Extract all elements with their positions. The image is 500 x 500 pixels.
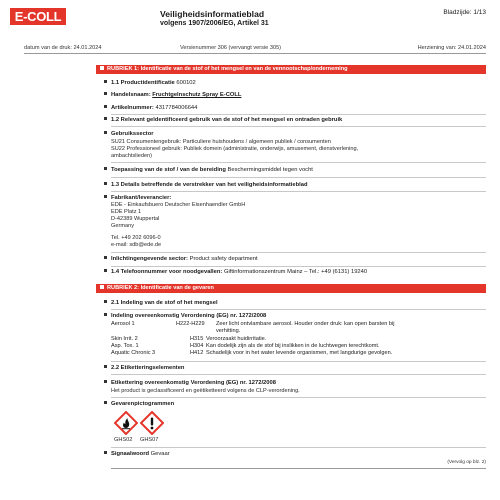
flame-icon (114, 411, 138, 435)
bullet-icon (104, 256, 107, 259)
labeling-label-text: Etikettering overeenkomstig Verordening (EG) nr. 1272/2008 (111, 380, 276, 386)
trade-name: Fruchtgelnschutz Spray E-COLL (152, 92, 242, 98)
hazard-category: Skin Irrit. 2 (111, 336, 138, 342)
heading-1-4-text: 1.4 Telefoonnummer voor noodgevallen: (111, 269, 223, 275)
usage-su22: SU22 Professioneel gebruik: Publiek domein (administratie, onderwijs, amusement, dienstverlening, (111, 146, 359, 152)
application-label: Toepassing van de stof / van de bereiding (111, 167, 226, 173)
divider (111, 309, 486, 310)
page-number: Bladzijde: 1/13 (443, 9, 486, 16)
document-subtitle: volgens 1907/2006/EG, Artikel 31 (160, 20, 269, 27)
bullet-icon (104, 380, 107, 383)
section-2-header (96, 284, 486, 293)
supplier-phone: Tel. +49 202 6096-0 (111, 235, 161, 241)
divider (111, 361, 486, 362)
bullet-icon (104, 401, 107, 404)
heading-2-1-text: 2.1 Indeling van de stof of het mengsel (111, 300, 218, 306)
heading-2-2-text: 2.2 Etiketteringselementen (111, 365, 185, 371)
footer-divider (111, 468, 486, 469)
supplier-label-text: Fabrikant/leverancier: (111, 195, 172, 201)
print-date: datum van de druk: 24.01.2024 (24, 45, 102, 51)
pictograms-label (111, 401, 174, 407)
bullet-icon (104, 269, 107, 272)
pictograms-label-text: Gevarenpictogrammen (111, 401, 175, 407)
divider (111, 397, 486, 398)
hazard-category: Aquatic Chronic 3 (111, 350, 156, 356)
signal-word-label: Signaalwoord (111, 451, 150, 457)
usage-label-text: Gebruikssector (111, 131, 154, 137)
section-1-title: RUBRIEK 1: Identificatie van de stof of het mengsel en van de vennootschap/onderneming (107, 66, 348, 72)
heading-1-1-text: 1.1 Productidentificatie (111, 80, 175, 86)
heading-1-2 (111, 117, 342, 123)
bullet-icon (104, 80, 107, 83)
labeling-text: Het product is geclassificeerd en geëtiketteerd volgens de CLP-verordening. (111, 388, 300, 394)
bullet-icon (104, 182, 107, 185)
bullet-icon (104, 167, 107, 170)
document-title: Veiligheidsinformatieblad (160, 9, 265, 19)
bullet-icon (104, 195, 107, 198)
hazard-category: Asp. Tox. 1 (111, 343, 139, 349)
supplier-line: EDE Platz 1 (111, 209, 142, 215)
usage-su22-cont: ambachtslieden) (111, 153, 153, 159)
divider (111, 447, 486, 448)
supplier-line: D-42389 Wuppertal (111, 216, 160, 222)
heading-1-1 (111, 80, 196, 86)
trade-name-row (111, 92, 241, 98)
heading-2-2 (111, 365, 184, 371)
hazard-code: H304 (190, 343, 204, 349)
section-2-title: RUBRIEK 2: Identificatie van de gevaren (107, 285, 214, 291)
continued-note: (Vervolg op blz. 2) (447, 460, 486, 465)
usage-su21: SU21 Consumentengebruik: Particuliere huishoudens / algemeen publiek / consumenten (111, 139, 331, 145)
info-row (111, 256, 258, 262)
classification-label-text: Indeling overeenkomstig Verordening (EG) nr. 1272/2008 (111, 313, 267, 319)
bullet-icon (104, 313, 107, 316)
heading-1-2-text: 1.2 Relevant geïdentificeerd gebruik van de stof of het mengsel en ontraden gebruik (111, 117, 343, 123)
application-value: Beschermingsmiddel tegen vocht (227, 167, 313, 173)
divider (111, 162, 486, 163)
heading-2-1 (111, 300, 218, 306)
signal-word: Gevaar (150, 451, 170, 457)
classification-label (111, 313, 266, 319)
signal-word-row (111, 451, 170, 457)
divider (111, 266, 486, 267)
version-number: Versienummer 306 (vervangt versie 305) (180, 45, 282, 51)
article-number: 4317784006644 (155, 105, 198, 111)
trade-name-label: Handelsnaam: (111, 92, 151, 98)
hazard-statement: Zeer licht ontvlambare aerosol. Houder onder druk: kan open barsten bij (216, 321, 395, 327)
supplier-label (111, 195, 171, 201)
hazard-statement: Kan dodelijk zijn als de stof bij inslikken in de luchtwegen terechtkomt. (206, 343, 380, 349)
hazard-statement: Veroorzaakt huidirritatie. (206, 336, 267, 342)
hazard-code: H222-H229 (176, 321, 205, 327)
supplier-line: EDE - Einkaufsbuero Deutscher Eisenhaendler GmbH (111, 202, 246, 208)
heading-1-4 (111, 269, 367, 275)
article-label: Artikelnummer: (111, 105, 154, 111)
supplier-email: e-mail: sdb@ede.de (111, 242, 162, 248)
hazard-statement: Schadelijk voor in het water levende organismen, met langdurige gevolgen. (206, 350, 393, 356)
exclamation-mark-icon (140, 411, 164, 435)
labeling-label (111, 380, 276, 386)
hazard-category: Aerosol 1 (111, 321, 135, 327)
article-row (111, 105, 197, 111)
revision-date: Herziening van: 24.01.2024 (417, 45, 486, 51)
section-marker-icon (100, 285, 104, 289)
bullet-icon (104, 117, 107, 120)
bullet-icon (104, 92, 107, 95)
divider (111, 114, 486, 115)
bullet-icon (104, 105, 107, 108)
bullet-icon (104, 131, 107, 134)
divider (111, 126, 486, 127)
divider (111, 191, 486, 192)
heading-1-3 (111, 182, 308, 188)
pictogram-label: GHS02 (114, 437, 133, 443)
pictogram-label: GHS07 (140, 437, 159, 443)
product-id: 600102 (176, 80, 196, 86)
divider (111, 177, 486, 178)
usage-label (111, 131, 154, 137)
bullet-icon (104, 365, 107, 368)
section-marker-icon (100, 66, 104, 70)
hazard-code: H315 (190, 336, 204, 342)
hazard-code: H412 (190, 350, 204, 356)
hazard-statement-cont: verhitting. (216, 328, 241, 334)
heading-1-3-text: 1.3 Details betreffende de verstrekker van het veiligheidsinformatieblad (111, 182, 308, 188)
header-divider (24, 53, 486, 54)
info-value: Product safety department (189, 256, 258, 262)
supplier-line: Germany (111, 223, 135, 229)
section-1-header (96, 65, 486, 74)
info-label: Inlichtingengevende sector: (111, 256, 188, 262)
e-coll-logo: E-COLL (10, 8, 66, 25)
bullet-icon (104, 300, 107, 303)
divider (111, 252, 486, 253)
emergency-number: Giftinformationszentrum Mainz – Tel.: +49 (6131) 19240 (223, 269, 368, 275)
bullet-icon (104, 451, 107, 454)
application-row (111, 167, 313, 173)
divider (111, 374, 486, 375)
